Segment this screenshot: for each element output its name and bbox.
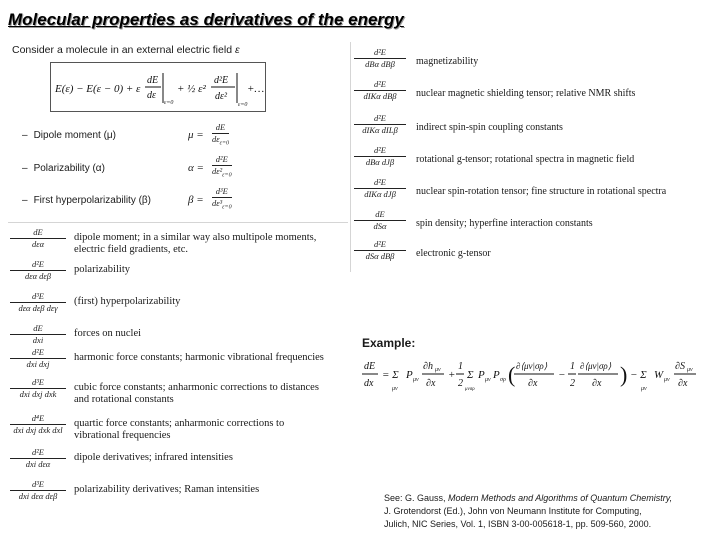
svg-text:+ ½ ε²: + ½ ε² <box>177 83 206 95</box>
svg-text:μν: μν <box>485 377 491 383</box>
svg-text:− Σ: − Σ <box>630 369 647 381</box>
svg-text:ε=0: ε=0 <box>164 100 174 106</box>
left-property-desc-line: and rotational constants <box>74 394 174 405</box>
svg-text:dε²: dε² <box>215 91 227 102</box>
svg-text:): ) <box>620 362 628 387</box>
svg-text:μν: μν <box>413 377 419 383</box>
right-property-desc-3: rotational g-tensor; rotational spectra in magnetic field <box>416 154 635 165</box>
left-property-desc-4 <box>74 352 324 364</box>
svg-text:∂h: ∂h <box>423 361 433 372</box>
right-property-desc-1: nuclear magnetic shielding tensor; relative NMR shifts <box>416 88 636 99</box>
svg-text:P: P <box>406 369 413 381</box>
right-derivative-2: d²E dIKα dILβ <box>354 114 406 134</box>
svg-text:W: W <box>654 369 664 381</box>
field-symbol: ε <box>234 44 240 56</box>
right-derivative-1: d²E dIKα dBβ <box>354 80 406 100</box>
right-property-desc-5: spin density; hyperfine interaction constants <box>416 218 593 229</box>
svg-text:∂S: ∂S <box>675 361 685 372</box>
svg-text:∂⟨μν|σρ⟩: ∂⟨μν|σρ⟩ <box>516 361 548 371</box>
right-derivative-6: d²E dSα dBβ <box>354 240 406 260</box>
right-property-desc-6: electronic g-tensor <box>416 248 491 259</box>
left-derivative-2: d³E dεα dεβ dεγ <box>10 292 66 312</box>
svg-text:(: ( <box>508 362 516 387</box>
bullet-dipole-label: Dipole moment (μ) <box>33 130 117 141</box>
left-derivative-7: d²E dxi dεα <box>10 448 66 468</box>
energy-expansion-svg <box>51 63 265 111</box>
left-property-desc-5 <box>74 382 319 406</box>
example-equation-svg <box>362 352 707 398</box>
bullet-hyperpolarizability: – First hyperpolarizability (β) <box>22 195 152 206</box>
left-property-desc-7 <box>74 452 233 464</box>
left-derivative-6: d⁴E dxi dxj dxk dxl <box>10 414 66 434</box>
svg-text:1: 1 <box>458 361 463 372</box>
reference-line-3: Julich, NIC Series, Vol. 1, ISBN 3-00-005618-1, pp. 509-560, 2000. <box>384 519 652 529</box>
svg-text:P: P <box>493 369 500 381</box>
svg-text:−: − <box>558 369 566 381</box>
svg-text:d²E: d²E <box>214 75 229 86</box>
svg-text:dx: dx <box>364 378 374 389</box>
left-property-desc-6 <box>74 418 284 442</box>
svg-text:∂x: ∂x <box>426 378 436 389</box>
dipole-fraction: dE $d\varepsilon_{\varepsilon=0}$ <box>212 122 230 147</box>
svg-text:μν: μν <box>687 367 693 373</box>
hyperpolarizability-symbol: β = <box>188 194 204 206</box>
polarizability-symbol: α = <box>188 162 204 174</box>
right-derivative-4: d²E dIKα dJβ <box>354 178 406 198</box>
left-derivative-5: d³E dxi dxj dxk <box>10 378 66 398</box>
left-derivative-3: dE dxi <box>10 324 66 344</box>
right-property-desc-0: magnetizability <box>416 56 479 67</box>
svg-text:dE: dE <box>364 361 376 372</box>
svg-text:1: 1 <box>570 361 575 372</box>
left-property-desc-line: forces on nuclei <box>74 328 142 339</box>
svg-text:Σ: Σ <box>467 369 474 381</box>
left-property-desc-1 <box>74 264 130 276</box>
reference-line-2: J. Grotendorst (Ed.), John von Neumann Institute for Computing, <box>384 506 642 516</box>
hyperpolarizability-fraction: d³E $d\varepsilon^3_{\varepsilon=0}$ <box>212 186 232 211</box>
example-label: Example: <box>362 336 416 350</box>
left-property-desc-line: cubic force constants; anharmonic corrections to distances <box>74 382 319 393</box>
svg-text:∂⟨μν|σρ⟩: ∂⟨μν|σρ⟩ <box>580 361 612 371</box>
left-property-desc-line: vibrational frequencies <box>74 430 171 441</box>
svg-text:2: 2 <box>570 378 575 389</box>
svg-text:μν: μν <box>435 367 441 373</box>
svg-text:= Σ: = Σ <box>382 369 399 381</box>
bullet-polarizability-label: Polarizability (α) <box>33 163 105 174</box>
left-derivative-8: d³E dxi dεα dεβ <box>10 480 66 500</box>
right-derivative-5: dE dSα <box>354 210 406 230</box>
right-derivative-3: d²E dBα dJβ <box>354 146 406 166</box>
left-property-desc-line: (first) hyperpolarizability <box>74 296 181 307</box>
left-derivative-4: d²E dxi dxj <box>10 348 66 368</box>
left-property-desc-line: quartic force constants; anharmonic corrections to <box>74 418 285 429</box>
svg-text:∂x: ∂x <box>528 378 538 389</box>
intro-sentence: Consider a molecule in an external electric field <box>12 44 233 56</box>
left-property-desc-line: dipole moment; in a similar way also multipole moments, <box>74 232 317 243</box>
energy-expansion-box <box>50 62 266 112</box>
polarizability-fraction: d²E $d\varepsilon^2_{\varepsilon=0}$ <box>212 154 232 179</box>
left-derivative-0: dE dεα <box>10 228 66 248</box>
bullet-hyperpolarizability-label: First hyperpolarizability (β) <box>33 195 152 206</box>
left-property-desc-8 <box>74 484 259 496</box>
svg-text:P: P <box>478 369 485 381</box>
reference-line-1: See: G. Gauss, Modern Methods and Algorithms of Quantum Chemistry, <box>384 493 673 503</box>
right-property-desc-2: indirect spin-spin coupling constants <box>416 122 563 133</box>
svg-text:dε: dε <box>147 90 156 101</box>
svg-text:+…: +… <box>247 83 265 95</box>
slide-title: Molecular properties as derivatives of the energy <box>8 10 404 29</box>
intro-text <box>12 44 240 56</box>
svg-text:dE: dE <box>147 75 159 86</box>
left-derivative-1: d²E dεα dεβ <box>10 260 66 280</box>
left-property-desc-line: polarizability derivatives; Raman intensities <box>74 484 260 495</box>
left-divider <box>8 222 348 223</box>
left-property-desc-2 <box>74 296 180 308</box>
svg-text:σρ: σρ <box>500 377 506 383</box>
bullet-polarizability: – Polarizability (α) <box>22 163 105 174</box>
bullet-dipole: – Dipole moment (μ) <box>22 130 117 141</box>
svg-text:+: + <box>448 369 456 381</box>
left-property-desc-line: polarizability <box>74 264 130 275</box>
svg-text:2: 2 <box>458 378 463 389</box>
right-property-desc-4: nuclear spin-rotation tensor; fine structure in rotational spectra <box>416 186 667 197</box>
svg-text:μν: μν <box>392 386 398 392</box>
svg-text:∂x: ∂x <box>592 378 602 389</box>
left-property-desc-3 <box>74 328 141 340</box>
svg-text:μν: μν <box>664 377 670 383</box>
svg-text:μν: μν <box>641 386 647 392</box>
right-derivative-0: d²E dBα dBβ <box>354 48 406 68</box>
svg-text:E(ε) − E(ε − 0) + ε: E(ε) − E(ε − 0) + ε <box>55 83 141 95</box>
left-property-desc-line: harmonic force constants; harmonic vibrational frequencies <box>74 352 324 363</box>
left-property-desc-line: dipole derivatives; infrared intensities <box>74 452 233 463</box>
dipole-symbol: μ = <box>188 129 204 141</box>
reference-citation <box>384 492 672 531</box>
svg-text:ε=0: ε=0 <box>238 102 248 108</box>
example-equation <box>362 352 707 398</box>
svg-text:μνσρ: μνσρ <box>465 387 475 392</box>
left-property-desc-line: electric field gradients, etc. <box>74 244 188 255</box>
svg-text:∂x: ∂x <box>678 378 688 389</box>
vertical-divider <box>350 42 351 272</box>
left-property-desc-0 <box>74 232 316 256</box>
